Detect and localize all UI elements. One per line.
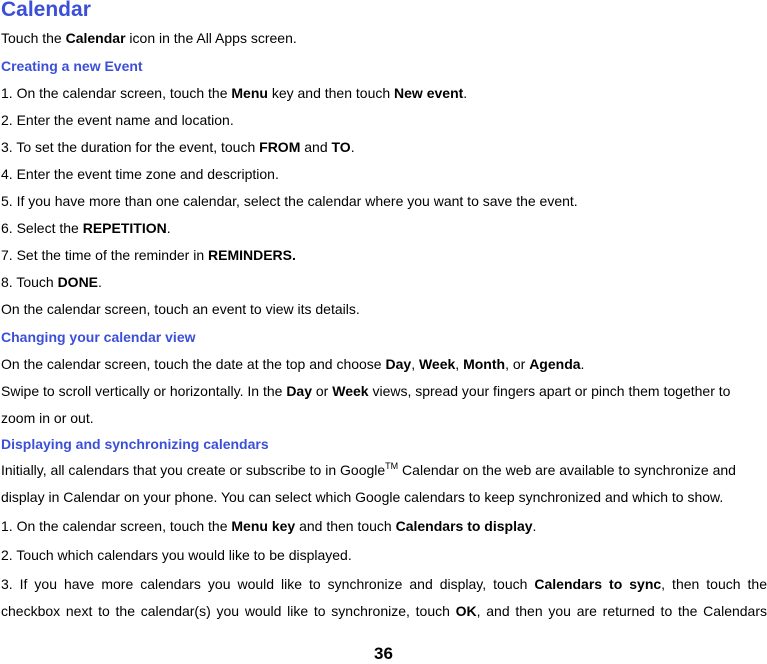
- section-heading-displaying: Displaying and synchronizing calendars: [1, 436, 269, 452]
- creating-step-7: 7. Set the time of the reminder in REMINDERS.: [1, 247, 296, 263]
- creating-step-5: 5. If you have more than one calendar, select the calendar where you want to save the event.: [1, 193, 578, 209]
- creating-step-2: 2. Enter the event name and location.: [1, 112, 234, 128]
- creating-step-8: 8. Touch DONE.: [1, 274, 102, 290]
- section-heading-creating: Creating a new Event: [1, 58, 143, 74]
- intro-text: Touch the Calendar icon in the All Apps screen.: [1, 30, 297, 46]
- creating-step-6: 6. Select the REPETITION.: [1, 220, 171, 236]
- displaying-step-3: 3. If you have more calendars you would like to synchronize and display, touch Calendars to sync, then touch the checkbox next to the calendar(s) you would like to synchronize, touch OK, and then you are returned to the Calendars: [1, 576, 767, 619]
- changing-line-1: On the calendar screen, touch the date at the top and choose Day, Week, Month, or Agenda.: [1, 356, 585, 372]
- page-number: 36: [374, 644, 393, 663]
- creating-after-text: On the calendar screen, touch an event to view its details.: [1, 301, 360, 317]
- displaying-step-2: 2. Touch which calendars you would like to be displayed.: [1, 547, 352, 563]
- creating-step-1: 1. On the calendar screen, touch the Menu key and then touch New event.: [1, 85, 468, 101]
- creating-step-4: 4. Enter the event time zone and description.: [1, 166, 279, 182]
- trademark-superscript: TM: [385, 461, 399, 471]
- creating-step-3: 3. To set the duration for the event, touch FROM and TO.: [1, 139, 355, 155]
- page-title: Calendar: [1, 0, 91, 21]
- changing-line-2: Swipe to scroll vertically or horizontally. In the Day or Week views, spread your fingers apart or pinch them together to zoom in or out.: [1, 383, 731, 426]
- section-heading-changing: Changing your calendar view: [1, 329, 196, 345]
- displaying-step-1: 1. On the calendar screen, touch the Menu key and then touch Calendars to display.: [1, 518, 537, 534]
- displaying-paragraph: Initially, all calendars that you create or subscribe to in Google™ Calendar on the web are available to synchronize and display in Calendar on your phone. You can select which Google calendars to keep synchronized and which to show.: [1, 461, 736, 505]
